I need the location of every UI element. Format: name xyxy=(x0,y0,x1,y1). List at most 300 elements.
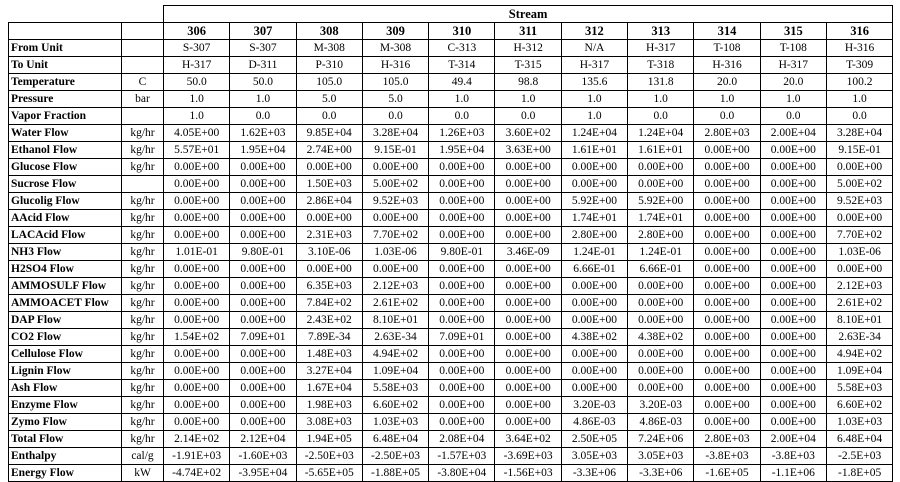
table-cell: 1.0 xyxy=(628,91,694,108)
table-cell: 1.24E-01 xyxy=(628,244,694,261)
table-cell: 0.00E+00 xyxy=(230,261,296,278)
row-label: Pressure xyxy=(9,91,122,108)
row-label: From Unit xyxy=(9,40,122,57)
table-cell: H-317 xyxy=(561,57,627,74)
table-cell: 0.00E+00 xyxy=(164,397,230,414)
row-label: DAP Flow xyxy=(9,312,122,329)
row-unit: kg/hr xyxy=(122,312,164,329)
row-label: Glucolig Flow xyxy=(9,193,122,210)
table-cell: H-316 xyxy=(694,57,760,74)
table-cell: 1.95E+04 xyxy=(429,142,495,159)
corner-blank xyxy=(122,6,164,23)
table-cell: -2.5E+03 xyxy=(826,448,892,465)
table-cell: 0.00E+00 xyxy=(164,227,230,244)
table-cell: 0.00E+00 xyxy=(628,176,694,193)
table-cell: 3.64E+02 xyxy=(495,431,561,448)
table-cell: 0.00E+00 xyxy=(495,329,561,346)
table-cell: 1.09E+04 xyxy=(826,363,892,380)
row-label: Zymo Flow xyxy=(9,414,122,431)
table-cell: 1.74E+01 xyxy=(561,210,627,227)
stream-id-header: 310 xyxy=(429,23,495,40)
row-unit xyxy=(122,108,164,125)
table-cell: 1.98E+03 xyxy=(296,397,362,414)
row-label: Water Flow xyxy=(9,125,122,142)
table-cell: 1.03E+03 xyxy=(362,414,428,431)
table-row xyxy=(9,329,893,346)
table-cell: 0.00E+00 xyxy=(164,295,230,312)
table-cell: 6.60E+02 xyxy=(362,397,428,414)
row-unit: kg/hr xyxy=(122,363,164,380)
table-cell: 0.00E+00 xyxy=(495,363,561,380)
stream-table xyxy=(8,5,893,482)
table-cell: 0.00E+00 xyxy=(230,278,296,295)
table-cell: 0.0 xyxy=(495,108,561,125)
table-cell: 1.0 xyxy=(230,91,296,108)
table-cell: 6.66E-01 xyxy=(628,261,694,278)
table-cell: 0.00E+00 xyxy=(296,210,362,227)
table-cell: 1.01E-01 xyxy=(164,244,230,261)
table-cell: 0.00E+00 xyxy=(760,397,826,414)
table-cell: 2.12E+03 xyxy=(362,278,428,295)
table-cell: 0.00E+00 xyxy=(429,193,495,210)
table-cell: 1.50E+03 xyxy=(296,176,362,193)
table-cell: S-307 xyxy=(164,40,230,57)
table-cell: 100.2 xyxy=(826,74,892,91)
table-cell: 9.15E-01 xyxy=(826,142,892,159)
table-cell: -2.50E+03 xyxy=(296,448,362,465)
table-cell: 2.61E+02 xyxy=(826,295,892,312)
row-unit: kg/hr xyxy=(122,125,164,142)
table-cell: H-317 xyxy=(164,57,230,74)
table-cell: 0.00E+00 xyxy=(230,312,296,329)
table-cell: 50.0 xyxy=(230,74,296,91)
table-cell: 49.4 xyxy=(429,74,495,91)
row-unit: kW xyxy=(122,465,164,482)
table-cell: 2.08E+04 xyxy=(429,431,495,448)
table-cell: 3.63E+00 xyxy=(495,142,561,159)
table-cell: 0.00E+00 xyxy=(694,227,760,244)
table-cell: 0.00E+00 xyxy=(164,312,230,329)
table-row xyxy=(9,125,893,142)
table-cell: 0.00E+00 xyxy=(760,244,826,261)
row-unit: cal/g xyxy=(122,448,164,465)
table-cell: 0.00E+00 xyxy=(561,346,627,363)
row-unit: kg/hr xyxy=(122,397,164,414)
table-cell: 3.27E+04 xyxy=(296,363,362,380)
stream-title-row xyxy=(9,6,893,23)
table-cell: T-309 xyxy=(826,57,892,74)
stream-id-header: 307 xyxy=(230,23,296,40)
table-cell: 0.00E+00 xyxy=(760,363,826,380)
table-cell: 5.92E+00 xyxy=(628,193,694,210)
table-cell: 7.09E+01 xyxy=(429,329,495,346)
table-cell: 5.0 xyxy=(362,91,428,108)
table-cell: 0.00E+00 xyxy=(495,227,561,244)
table-cell: 5.92E+00 xyxy=(561,193,627,210)
table-cell: -3.95E+04 xyxy=(230,465,296,482)
table-cell: 1.0 xyxy=(826,91,892,108)
table-cell: 0.0 xyxy=(694,108,760,125)
table-cell: 0.00E+00 xyxy=(164,176,230,193)
stream-id-header: 312 xyxy=(561,23,627,40)
table-cell: H-317 xyxy=(760,57,826,74)
table-cell: 0.00E+00 xyxy=(495,193,561,210)
corner-blank xyxy=(122,23,164,40)
table-cell: 0.00E+00 xyxy=(561,278,627,295)
table-cell: 0.00E+00 xyxy=(561,363,627,380)
table-row xyxy=(9,261,893,278)
table-cell: 0.00E+00 xyxy=(760,295,826,312)
table-cell: 1.61E+01 xyxy=(561,142,627,159)
table-cell: 1.94E+05 xyxy=(296,431,362,448)
row-unit: kg/hr xyxy=(122,159,164,176)
row-label: Sucrose Flow xyxy=(9,176,122,193)
table-cell: 6.35E+03 xyxy=(296,278,362,295)
table-row xyxy=(9,465,893,482)
row-label: To Unit xyxy=(9,57,122,74)
table-row xyxy=(9,244,893,261)
table-cell: 0.00E+00 xyxy=(826,210,892,227)
table-row xyxy=(9,295,893,312)
table-cell: 0.00E+00 xyxy=(429,295,495,312)
row-label: Lignin Flow xyxy=(9,363,122,380)
table-row xyxy=(9,193,893,210)
table-cell: 0.00E+00 xyxy=(495,295,561,312)
table-cell: 0.00E+00 xyxy=(694,397,760,414)
row-label: Vapor Fraction xyxy=(9,108,122,125)
stream-id-header: 311 xyxy=(495,23,561,40)
table-cell: 0.00E+00 xyxy=(694,346,760,363)
table-cell: 0.00E+00 xyxy=(495,176,561,193)
table-cell: 5.00E+02 xyxy=(362,176,428,193)
table-cell: 1.24E+04 xyxy=(628,125,694,142)
table-cell: -4.74E+02 xyxy=(164,465,230,482)
table-cell: 8.10E+01 xyxy=(826,312,892,329)
table-cell: 0.00E+00 xyxy=(362,261,428,278)
table-cell: T-108 xyxy=(694,40,760,57)
table-cell: 1.0 xyxy=(164,108,230,125)
table-cell: 0.00E+00 xyxy=(760,193,826,210)
table-cell: 0.00E+00 xyxy=(760,312,826,329)
table-cell: 0.00E+00 xyxy=(694,380,760,397)
table-cell: 5.57E+01 xyxy=(164,142,230,159)
table-cell: 2.86E+04 xyxy=(296,193,362,210)
table-cell: 0.0 xyxy=(826,108,892,125)
table-row xyxy=(9,91,893,108)
table-cell: 9.85E+04 xyxy=(296,125,362,142)
table-cell: -3.8E+03 xyxy=(694,448,760,465)
table-cell: 0.00E+00 xyxy=(760,142,826,159)
table-cell: 0.00E+00 xyxy=(230,346,296,363)
table-cell: 0.00E+00 xyxy=(694,142,760,159)
table-cell: 135.6 xyxy=(561,74,627,91)
row-label: Cellulose Flow xyxy=(9,346,122,363)
table-cell: 105.0 xyxy=(296,74,362,91)
table-cell: 0.0 xyxy=(296,108,362,125)
table-cell: 2.14E+02 xyxy=(164,431,230,448)
table-cell: 0.00E+00 xyxy=(429,397,495,414)
stream-id-header: 313 xyxy=(628,23,694,40)
table-cell: T-108 xyxy=(760,40,826,57)
table-cell: 0.00E+00 xyxy=(230,227,296,244)
table-cell: 0.00E+00 xyxy=(628,346,694,363)
table-cell: 1.74E+01 xyxy=(628,210,694,227)
table-cell: 0.00E+00 xyxy=(826,261,892,278)
table-cell: 0.00E+00 xyxy=(694,278,760,295)
table-cell: 3.08E+03 xyxy=(296,414,362,431)
table-cell: 1.61E+01 xyxy=(628,142,694,159)
row-unit: kg/hr xyxy=(122,210,164,227)
table-cell: 0.00E+00 xyxy=(495,159,561,176)
table-cell: H-317 xyxy=(628,40,694,57)
table-cell: 1.0 xyxy=(760,91,826,108)
table-cell: 0.00E+00 xyxy=(694,414,760,431)
table-cell: -3.3E+06 xyxy=(561,465,627,482)
table-cell: 0.00E+00 xyxy=(429,227,495,244)
table-cell: 6.48E+04 xyxy=(362,431,428,448)
table-cell: 0.00E+00 xyxy=(628,278,694,295)
table-cell: 0.00E+00 xyxy=(429,414,495,431)
row-unit xyxy=(122,40,164,57)
table-cell: 1.03E+03 xyxy=(826,414,892,431)
corner-blank xyxy=(9,23,122,40)
table-cell: 0.00E+00 xyxy=(628,380,694,397)
table-cell: 1.09E+04 xyxy=(362,363,428,380)
table-cell: 9.15E-01 xyxy=(362,142,428,159)
table-row xyxy=(9,278,893,295)
table-cell: 7.70E+02 xyxy=(362,227,428,244)
table-cell: P-310 xyxy=(296,57,362,74)
table-cell: 0.0 xyxy=(429,108,495,125)
row-label: Enthalpy xyxy=(9,448,122,465)
table-cell: 131.8 xyxy=(628,74,694,91)
stream-header: Stream xyxy=(164,6,893,23)
table-cell: -1.91E+03 xyxy=(164,448,230,465)
table-cell: -1.60E+03 xyxy=(230,448,296,465)
row-label: Ethanol Flow xyxy=(9,142,122,159)
table-cell: 4.94E+02 xyxy=(362,346,428,363)
row-label: Energy Flow xyxy=(9,465,122,482)
table-cell: 0.00E+00 xyxy=(230,176,296,193)
table-cell: T-314 xyxy=(429,57,495,74)
table-cell: S-307 xyxy=(230,40,296,57)
table-cell: 0.00E+00 xyxy=(429,176,495,193)
table-cell: 0.00E+00 xyxy=(495,414,561,431)
table-cell: 0.00E+00 xyxy=(495,261,561,278)
table-cell: -1.88E+05 xyxy=(362,465,428,482)
table-cell: 0.00E+00 xyxy=(694,261,760,278)
table-cell: 5.58E+03 xyxy=(362,380,428,397)
table-cell: 2.63E-34 xyxy=(362,329,428,346)
table-cell: 4.86E-03 xyxy=(628,414,694,431)
table-row xyxy=(9,397,893,414)
row-unit: kg/hr xyxy=(122,193,164,210)
table-cell: 0.00E+00 xyxy=(429,210,495,227)
table-cell: 0.00E+00 xyxy=(628,159,694,176)
table-cell: -3.8E+03 xyxy=(760,448,826,465)
table-row xyxy=(9,312,893,329)
table-cell: 0.00E+00 xyxy=(760,380,826,397)
table-cell: 1.24E+04 xyxy=(561,125,627,142)
table-cell: 0.00E+00 xyxy=(164,346,230,363)
table-cell: 0.00E+00 xyxy=(164,261,230,278)
table-cell: 3.20E-03 xyxy=(628,397,694,414)
table-row xyxy=(9,176,893,193)
table-cell: 0.00E+00 xyxy=(694,176,760,193)
table-cell: 0.00E+00 xyxy=(362,210,428,227)
stream-id-header: 309 xyxy=(362,23,428,40)
row-unit: kg/hr xyxy=(122,346,164,363)
table-cell: 7.09E+01 xyxy=(230,329,296,346)
table-row xyxy=(9,210,893,227)
row-unit: kg/hr xyxy=(122,278,164,295)
table-cell: 0.00E+00 xyxy=(760,261,826,278)
table-cell: 4.38E+02 xyxy=(561,329,627,346)
row-label: AAcid Flow xyxy=(9,210,122,227)
table-cell: 5.58E+03 xyxy=(826,380,892,397)
table-cell: -1.57E+03 xyxy=(429,448,495,465)
table-cell: 0.00E+00 xyxy=(164,380,230,397)
table-cell: 0.00E+00 xyxy=(495,346,561,363)
table-cell: T-315 xyxy=(495,57,561,74)
table-cell: 0.00E+00 xyxy=(164,159,230,176)
table-row xyxy=(9,159,893,176)
table-row xyxy=(9,431,893,448)
table-cell: 6.48E+04 xyxy=(826,431,892,448)
table-cell: 0.00E+00 xyxy=(628,363,694,380)
table-cell: 0.00E+00 xyxy=(230,363,296,380)
table-cell: 98.8 xyxy=(495,74,561,91)
table-cell: 0.00E+00 xyxy=(760,414,826,431)
table-cell: 1.48E+03 xyxy=(296,346,362,363)
table-cell: 0.00E+00 xyxy=(296,261,362,278)
table-cell: 0.00E+00 xyxy=(760,159,826,176)
row-label: Total Flow xyxy=(9,431,122,448)
table-cell: 0.00E+00 xyxy=(429,312,495,329)
stream-table-body xyxy=(9,40,893,482)
table-cell: 20.0 xyxy=(694,74,760,91)
table-cell: 1.24E-01 xyxy=(561,244,627,261)
table-cell: 0.00E+00 xyxy=(230,397,296,414)
stream-id-row xyxy=(9,23,893,40)
table-cell: 8.10E+01 xyxy=(362,312,428,329)
table-cell: 0.00E+00 xyxy=(429,278,495,295)
row-label: LACAcid Flow xyxy=(9,227,122,244)
table-cell: 1.0 xyxy=(495,91,561,108)
table-cell: 7.24E+06 xyxy=(628,431,694,448)
table-cell: 0.00E+00 xyxy=(760,329,826,346)
table-cell: 0.00E+00 xyxy=(495,380,561,397)
table-cell: 0.00E+00 xyxy=(429,363,495,380)
table-cell: 2.80E+03 xyxy=(694,125,760,142)
table-row xyxy=(9,346,893,363)
row-unit: kg/hr xyxy=(122,329,164,346)
table-cell: 0.00E+00 xyxy=(760,227,826,244)
table-cell: 0.00E+00 xyxy=(760,278,826,295)
table-cell: 3.20E-03 xyxy=(561,397,627,414)
table-cell: 1.54E+02 xyxy=(164,329,230,346)
table-cell: H-312 xyxy=(495,40,561,57)
table-cell: 6.66E-01 xyxy=(561,261,627,278)
table-cell: -1.1E+06 xyxy=(760,465,826,482)
table-cell: 5.00E+02 xyxy=(826,176,892,193)
table-cell: 0.00E+00 xyxy=(760,210,826,227)
table-cell: 3.05E+03 xyxy=(561,448,627,465)
table-cell: -3.3E+06 xyxy=(628,465,694,482)
table-cell: 0.00E+00 xyxy=(164,278,230,295)
table-cell: 0.00E+00 xyxy=(694,244,760,261)
table-cell: 0.00E+00 xyxy=(164,363,230,380)
table-row xyxy=(9,227,893,244)
table-row xyxy=(9,414,893,431)
row-unit xyxy=(122,57,164,74)
row-label: Temperature xyxy=(9,74,122,91)
table-cell: 5.0 xyxy=(296,91,362,108)
table-cell: 0.00E+00 xyxy=(694,329,760,346)
table-cell: 3.28E+04 xyxy=(826,125,892,142)
table-cell: 0.00E+00 xyxy=(429,159,495,176)
table-cell: 1.67E+04 xyxy=(296,380,362,397)
table-cell: 0.00E+00 xyxy=(495,397,561,414)
table-cell: 0.0 xyxy=(230,108,296,125)
row-unit: kg/hr xyxy=(122,261,164,278)
stream-id-header: 316 xyxy=(826,23,892,40)
table-cell: 9.80E-01 xyxy=(429,244,495,261)
stream-id-header: 314 xyxy=(694,23,760,40)
table-cell: 0.00E+00 xyxy=(694,363,760,380)
table-cell: 105.0 xyxy=(362,74,428,91)
table-cell: 3.10E-06 xyxy=(296,244,362,261)
row-label: Enzyme Flow xyxy=(9,397,122,414)
table-cell: 7.84E+02 xyxy=(296,295,362,312)
table-cell: 2.50E+05 xyxy=(561,431,627,448)
row-unit: kg/hr xyxy=(122,414,164,431)
table-cell: D-311 xyxy=(230,57,296,74)
table-cell: 1.0 xyxy=(561,108,627,125)
table-cell: 3.05E+03 xyxy=(628,448,694,465)
table-cell: 4.86E-03 xyxy=(561,414,627,431)
table-cell: -3.69E+03 xyxy=(495,448,561,465)
table-row xyxy=(9,40,893,57)
row-unit: kg/hr xyxy=(122,295,164,312)
row-label: Ash Flow xyxy=(9,380,122,397)
table-cell: 1.03E-06 xyxy=(362,244,428,261)
table-cell: 9.52E+03 xyxy=(826,193,892,210)
stream-id-header: 308 xyxy=(296,23,362,40)
table-cell: 2.00E+04 xyxy=(760,125,826,142)
table-cell: -1.6E+05 xyxy=(694,465,760,482)
row-label: NH3 Flow xyxy=(9,244,122,261)
row-unit: bar xyxy=(122,91,164,108)
table-cell: -1.56E+03 xyxy=(495,465,561,482)
table-cell: 2.80E+03 xyxy=(694,431,760,448)
table-cell: 1.26E+03 xyxy=(429,125,495,142)
table-cell: 2.43E+02 xyxy=(296,312,362,329)
table-cell: 0.00E+00 xyxy=(694,295,760,312)
table-cell: 0.00E+00 xyxy=(362,159,428,176)
table-cell: 4.94E+02 xyxy=(826,346,892,363)
row-unit xyxy=(122,176,164,193)
table-cell: 0.00E+00 xyxy=(164,210,230,227)
table-cell: 1.0 xyxy=(164,91,230,108)
row-unit: kg/hr xyxy=(122,380,164,397)
table-cell: 3.28E+04 xyxy=(362,125,428,142)
stream-id-header: 306 xyxy=(164,23,230,40)
table-cell: 0.00E+00 xyxy=(561,295,627,312)
table-cell: 2.80E+00 xyxy=(561,227,627,244)
table-cell: 0.00E+00 xyxy=(561,159,627,176)
table-cell: -2.50E+03 xyxy=(362,448,428,465)
